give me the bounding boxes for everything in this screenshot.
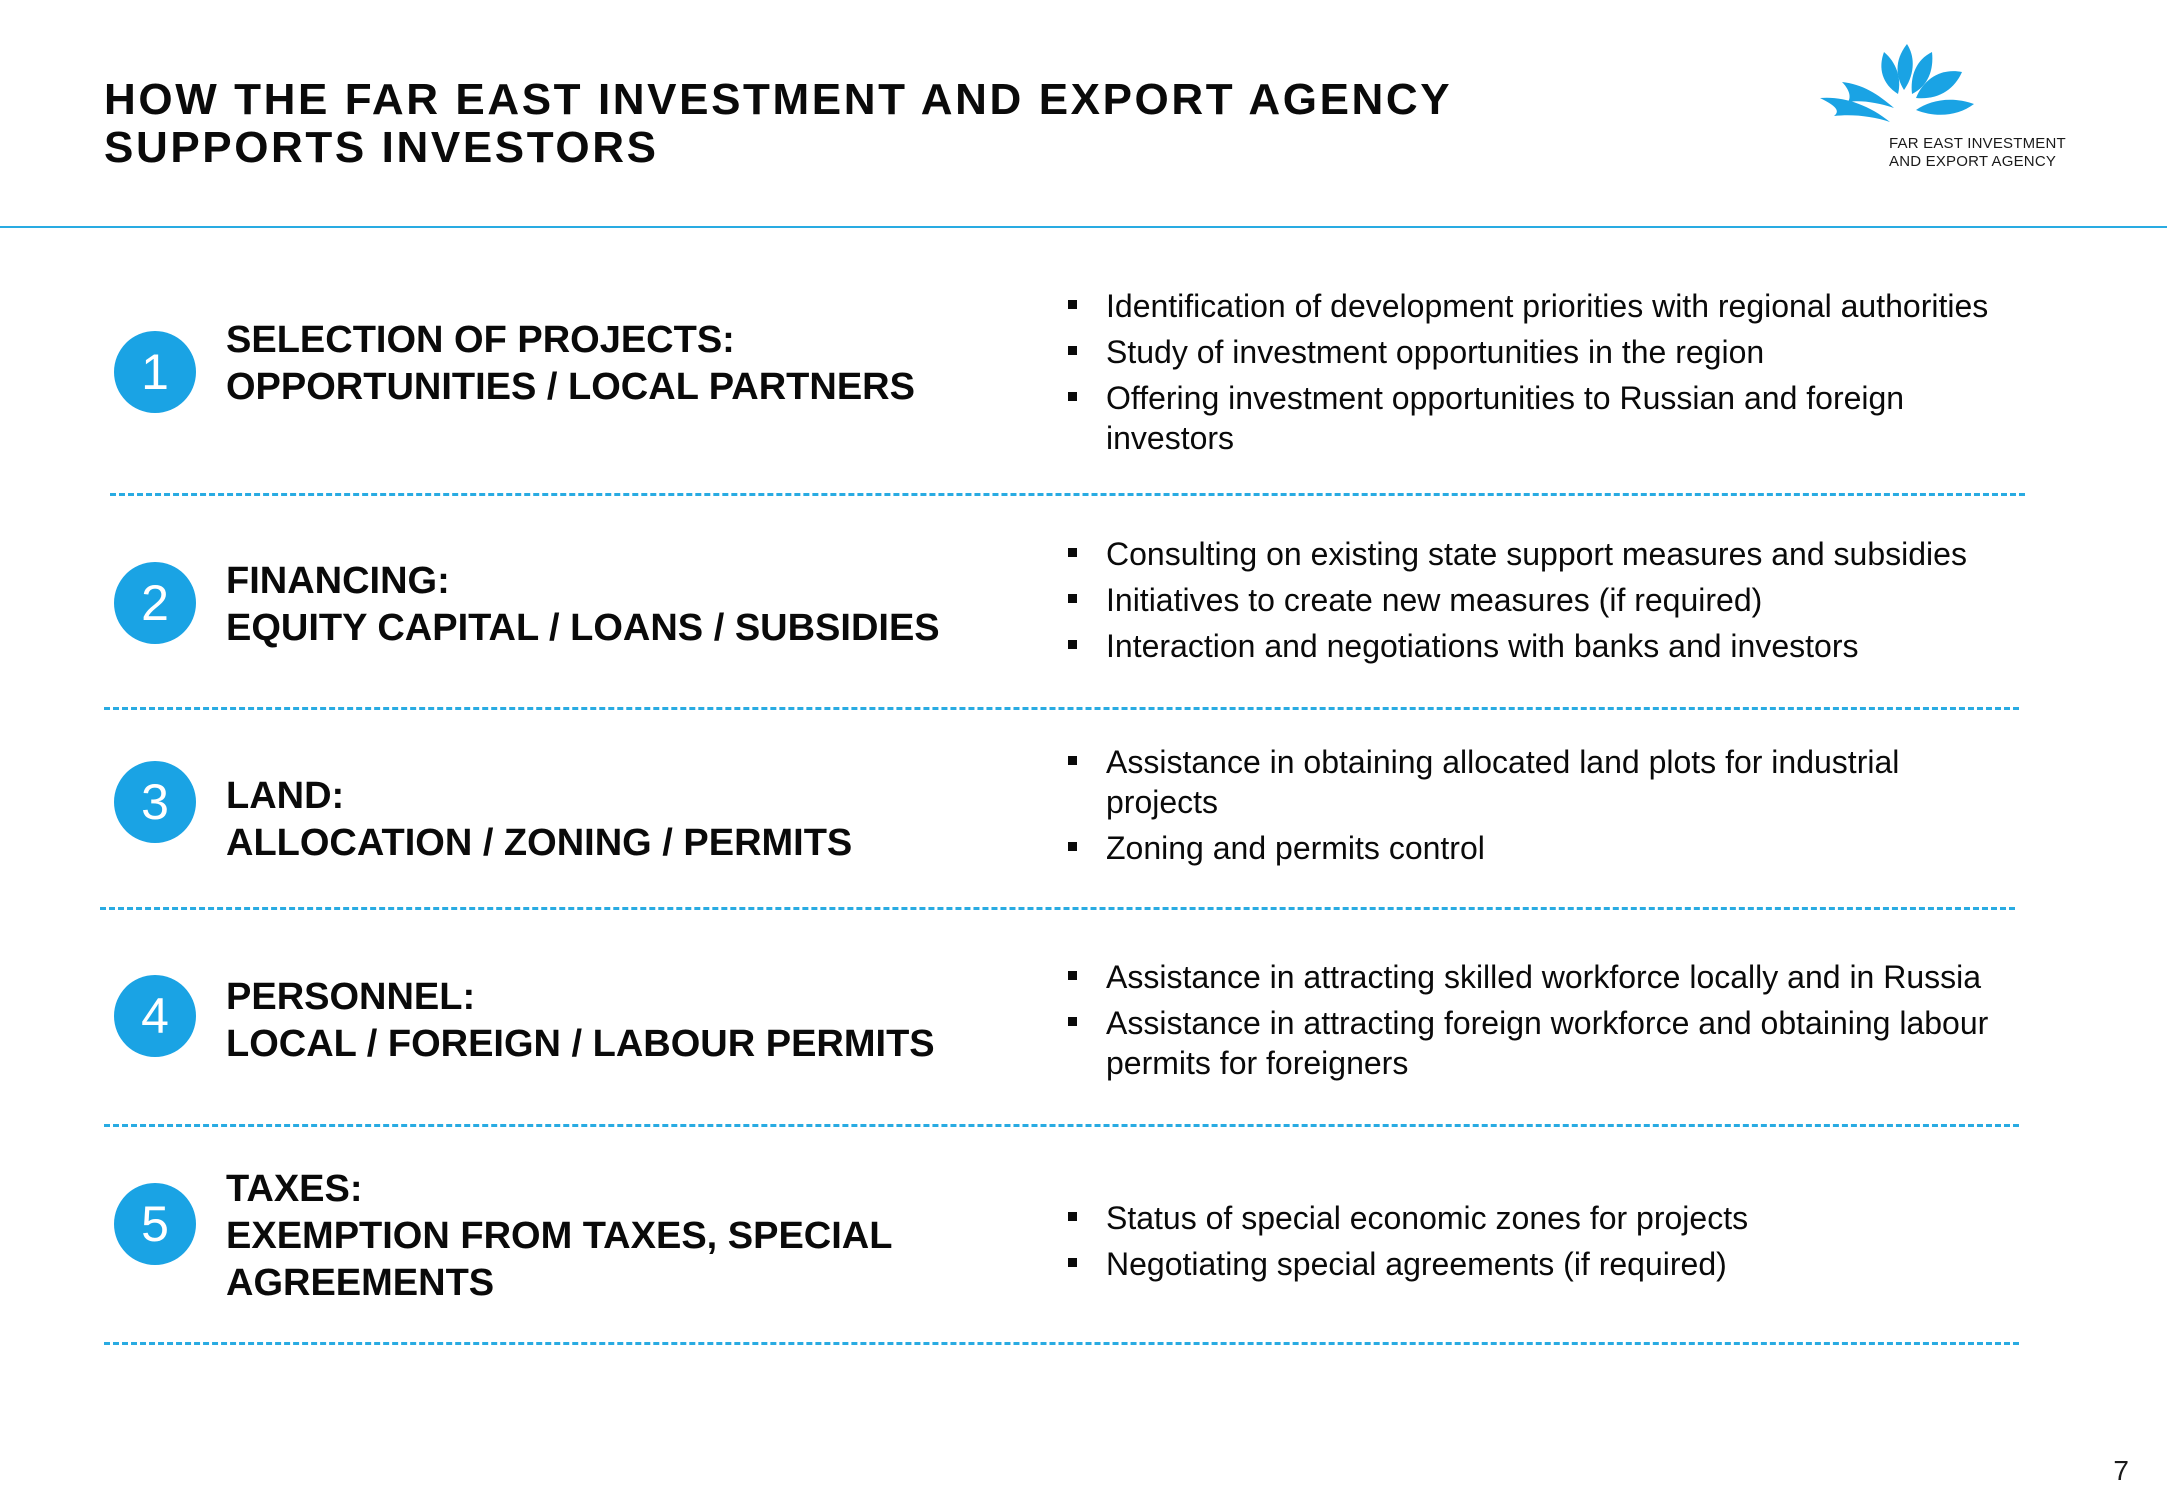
bullet-item xyxy=(1068,626,2068,666)
bullet-text: Study of investment opportunities in the region xyxy=(1106,334,1765,370)
page-title xyxy=(104,76,1604,172)
section-divider xyxy=(104,1124,2019,1127)
bullet-text: Identification of development priorities with regional authorities xyxy=(1106,288,1989,324)
bullet-item xyxy=(1068,332,2068,372)
bullet-item xyxy=(1068,828,2068,868)
item-heading-line: FINANCING: xyxy=(226,560,450,602)
bullet-text: Initiatives to create new measures (if required) xyxy=(1106,582,1763,618)
bullet-square-icon xyxy=(1068,756,1077,765)
bullet-item xyxy=(1068,534,2068,574)
item-heading-line: ALLOCATION / ZONING / PERMITS xyxy=(226,822,853,864)
item-heading-line: LOCAL / FOREIGN / LABOUR PERMITS xyxy=(226,1023,935,1065)
bullet-text: Consulting on existing state support measures and subsidies xyxy=(1106,536,1967,572)
number-badge: 3 xyxy=(114,761,196,843)
number-badge: 5 xyxy=(114,1183,196,1265)
item-heading-line: OPPORTUNITIES / LOCAL PARTNERS xyxy=(226,366,915,408)
bullet-square-icon xyxy=(1068,842,1077,851)
section-divider xyxy=(110,493,2025,496)
logo-text-line-1: FAR EAST INVESTMENT xyxy=(1889,135,2066,152)
bullet-square-icon xyxy=(1068,640,1077,649)
bullet-item xyxy=(1068,286,2068,326)
agency-logo xyxy=(1812,38,2072,178)
bullet-text: Negotiating special agreements (if required) xyxy=(1106,1246,1727,1282)
item-heading-line: LAND: xyxy=(226,775,345,817)
item-heading xyxy=(226,974,1026,1068)
item-heading xyxy=(226,773,1026,867)
section-divider xyxy=(104,707,2019,710)
item-heading-line: TAXES: xyxy=(226,1168,363,1210)
bullet-item xyxy=(1068,378,2006,458)
item-bullet-list xyxy=(1068,286,2068,464)
bullet-item xyxy=(1068,957,2068,997)
page-title-line-2: SUPPORTS INVESTORS xyxy=(104,123,659,172)
section-divider xyxy=(100,907,2015,910)
agency-logo-text xyxy=(1889,135,2066,171)
bullet-item xyxy=(1068,1198,2068,1238)
bullet-item xyxy=(1068,580,2068,620)
item-bullet-list xyxy=(1068,534,2068,672)
bullet-square-icon xyxy=(1068,300,1077,309)
page-number: 7 xyxy=(2113,1455,2129,1486)
bullet-item xyxy=(1068,1003,2086,1083)
bullet-square-icon xyxy=(1068,594,1077,603)
item-heading-line: EQUITY CAPITAL / LOANS / SUBSIDIES xyxy=(226,607,940,649)
bullet-item xyxy=(1068,742,2006,822)
bullet-square-icon xyxy=(1068,548,1077,557)
item-heading-line: EXEMPTION FROM TAXES, SPECIAL xyxy=(226,1215,893,1257)
item-bullet-list xyxy=(1068,742,2068,874)
bullet-text: Offering investment opportunities to Russian and foreign investors xyxy=(1106,380,1905,456)
bullet-text: Status of special economic zones for projects xyxy=(1106,1200,1749,1236)
item-heading-line: AGREEMENTS xyxy=(226,1262,495,1304)
bullet-text: Assistance in attracting foreign workforce and obtaining labour permits for foreigners xyxy=(1106,1005,1989,1081)
bullet-text: Assistance in obtaining allocated land plots for industrial projects xyxy=(1106,744,1900,820)
number-badge: 1 xyxy=(114,331,196,413)
section-divider xyxy=(104,1342,2019,1345)
header-divider xyxy=(0,226,2167,228)
item-heading-line: PERSONNEL: xyxy=(226,976,476,1018)
bullet-square-icon xyxy=(1068,1212,1077,1221)
bullet-text: Zoning and permits control xyxy=(1106,830,1485,866)
page-title-line-1: HOW THE FAR EAST INVESTMENT AND EXPORT AGENCY xyxy=(104,75,1453,124)
bullet-square-icon xyxy=(1068,971,1077,980)
bullet-square-icon xyxy=(1068,1017,1077,1026)
bullet-square-icon xyxy=(1068,346,1077,355)
item-heading xyxy=(226,317,1026,411)
item-heading xyxy=(226,558,1026,652)
bullet-square-icon xyxy=(1068,392,1077,401)
bullet-text: Interaction and negotiations with banks and investors xyxy=(1106,628,1859,664)
item-bullet-list xyxy=(1068,1198,2068,1290)
item-heading xyxy=(226,1166,1026,1307)
lotus-flower-icon xyxy=(1812,38,1992,138)
item-bullet-list xyxy=(1068,957,2068,1089)
bullet-item xyxy=(1068,1244,2068,1284)
bullet-square-icon xyxy=(1068,1258,1077,1267)
number-badge: 4 xyxy=(114,975,196,1057)
item-heading-line: SELECTION OF PROJECTS: xyxy=(226,319,735,361)
logo-text-line-2: AND EXPORT AGENCY xyxy=(1889,153,2057,170)
number-badge: 2 xyxy=(114,562,196,644)
bullet-text: Assistance in attracting skilled workforce locally and in Russia xyxy=(1106,959,1982,995)
